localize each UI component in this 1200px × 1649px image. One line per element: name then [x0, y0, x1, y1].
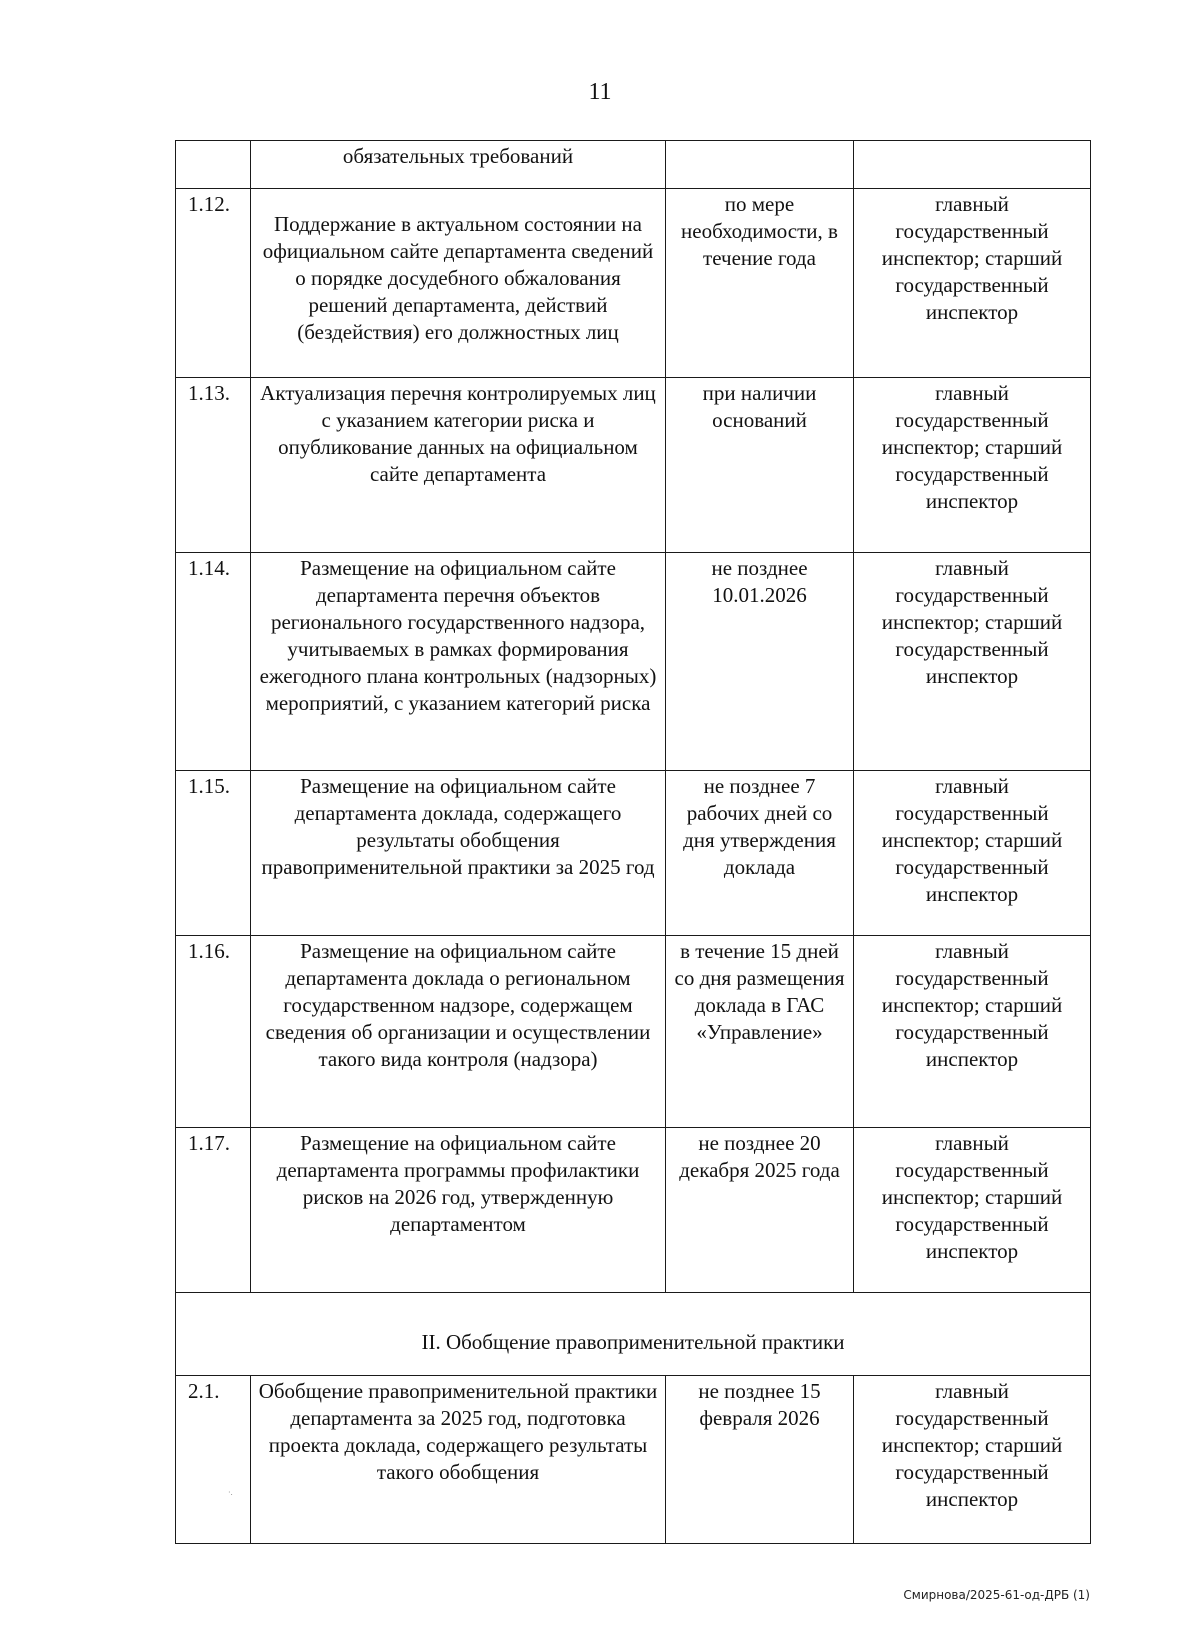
row-number: 1.15. [176, 771, 251, 936]
responsible-cell: главный государственный инспектор; старший государственный инспектор [854, 771, 1091, 936]
measure-cell: Размещение на официальном сайте департамента доклада, содержащего результаты обобщения правоприменительной практики за 2025 год [251, 771, 666, 936]
scan-speck: ·. [228, 1488, 233, 1497]
measure-cell: Размещение на официальном сайте департамента доклада о региональном государственном надзоре, содержащем сведения об организации и осуществлении такого вида контроля (надзора) [251, 936, 666, 1128]
row-number: 1.16. [176, 936, 251, 1128]
deadline-cell: по мере необходимости, в течение года [666, 189, 854, 378]
deadline-cell: не позднее 20 декабря 2025 года [666, 1128, 854, 1293]
measure-cell: Поддержание в актуальном состоянии на официальном сайте департамента сведений о порядке досудебного обжалования решений департамента, действий (бездействия) его должностных лиц [251, 189, 666, 378]
table-row [176, 1128, 1091, 1293]
row-number: 1.17. [176, 1128, 251, 1293]
responsible-cell: главный государственный инспектор; старший государственный инспектор [854, 1376, 1091, 1544]
table-row [176, 378, 1091, 553]
measure-cell: Актуализация перечня контролируемых лиц с указанием категории риска и опубликование данных на официальном сайте департамента [251, 378, 666, 553]
deadline-cell: не позднее 15 февраля 2026 [666, 1376, 854, 1544]
deadline-cell: в течение 15 дней со дня размещения доклада в ГАС «Управление» [666, 936, 854, 1128]
table-row [176, 1376, 1091, 1544]
page-number: 11 [588, 79, 612, 105]
responsible-cell [854, 141, 1091, 189]
table-row [176, 936, 1091, 1128]
row-number: 1.14. [176, 553, 251, 771]
deadline-cell: при наличии оснований [666, 378, 854, 553]
row-number [176, 141, 251, 189]
measure-cell: Обобщение правоприменительной практики департамента за 2025 год, подготовка проекта доклада, содержащего результаты такого обобщения [251, 1376, 666, 1544]
responsible-cell: главный государственный инспектор; старший государственный инспектор [854, 189, 1091, 378]
table-row [176, 189, 1091, 378]
table-row [176, 771, 1091, 936]
responsible-cell: главный государственный инспектор; старший государственный инспектор [854, 553, 1091, 771]
deadline-cell [666, 141, 854, 189]
measure-cell: обязательных требований [251, 141, 666, 189]
section-heading: II. Обобщение правоприменительной практики [176, 1293, 1091, 1376]
responsible-cell: главный государственный инспектор; старший государственный инспектор [854, 936, 1091, 1128]
deadline-cell: не позднее 10.01.2026 [666, 553, 854, 771]
measures-table [175, 140, 1091, 1544]
row-number: 2.1. [176, 1376, 251, 1544]
responsible-cell: главный государственный инспектор; старший государственный инспектор [854, 378, 1091, 553]
document-code: Смирнова/2025-61-од-ДРБ (1) [903, 1588, 1090, 1602]
responsible-cell: главный государственный инспектор; старший государственный инспектор [854, 1128, 1091, 1293]
table-row [176, 553, 1091, 771]
deadline-cell: не позднее 7 рабочих дней со дня утверждения доклада [666, 771, 854, 936]
row-number: 1.12. [176, 189, 251, 378]
section-heading-row [176, 1293, 1091, 1376]
table-row [176, 141, 1091, 189]
measure-cell: Размещение на официальном сайте департамента программы профилактики рисков на 2026 год, утвержденную департаментом [251, 1128, 666, 1293]
row-number: 1.13. [176, 378, 251, 553]
measure-cell: Размещение на официальном сайте департамента перечня объектов регионального государственного надзора, учитываемых в рамках формирования ежегодного плана контрольных (надзорных) мероприятий, с указанием категорий риска [251, 553, 666, 771]
